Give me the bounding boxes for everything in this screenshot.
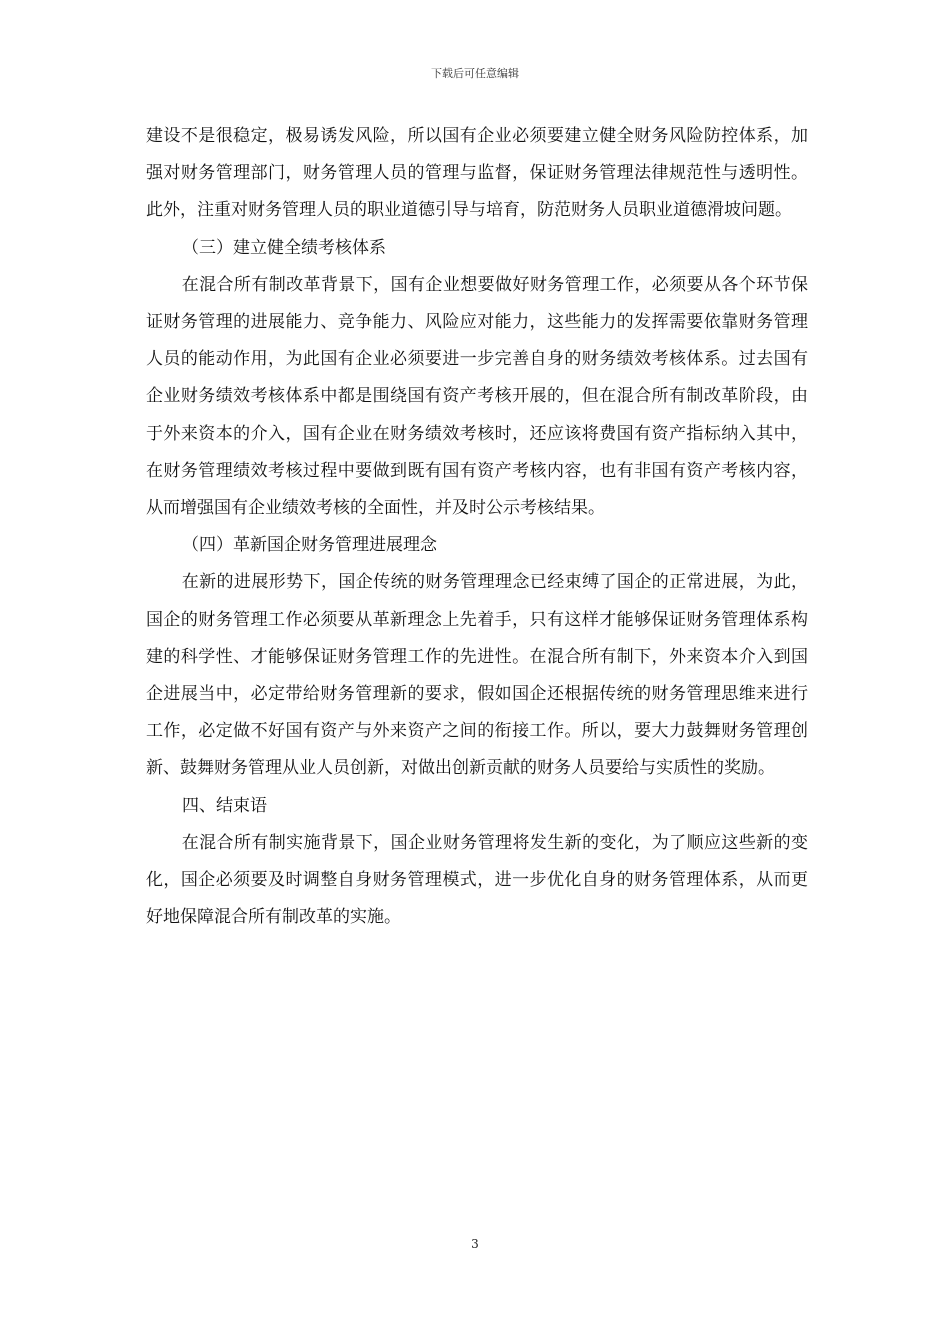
paragraph-conclusion: 在混合所有制实施背景下，国企业财务管理将发生新的变化，为了顺应这些新的变化，国企必须要及时调整自身财务管理模式，进一步优化自身的财务管理体系，从而更好地保障混合所有制改革的实施。	[146, 832, 808, 928]
document-body	[146, 118, 808, 936]
section-heading-philosophy: （四）革新国企财务管理进展理念	[182, 535, 437, 556]
paragraph-risk-control: 建设不是很稳定，极易诱发风险，所以国有企业必须要建立健全财务风险防控体系，加强对财务管理部门，财务管理人员的管理与监督，保证财务管理法律规范性与透明性。此外，注重对财务管理人员的职业道德引导与培育，防范财务人员职业道德滑坡问题。	[146, 126, 808, 221]
page-header: 下载后可任意编辑	[431, 67, 519, 80]
section-heading-conclusion: 四、结束语	[182, 795, 267, 816]
page-number: 3	[471, 1237, 479, 1251]
paragraph-philosophy: 在新的进展形势下，国企传统的财务管理理念已经束缚了国企的正常进展，为此，国企的财务管理工作必须要从革新理念上先着手，只有这样才能够保证财务管理体系构建的科学性、才能够保证财务管理工作的先进性。在混合所有制下，外来资本介入到国企进展当中，必定带给财务管理新的要求，假如国企还根据传统的财务管理思维来进行工作，必定做不好国有资产与外来资产之间的衔接工作。所以，要大力鼓舞财务管理创新、鼓舞财务管理从业人员创新，对做出创新贡献的财务人员要给与实质性的奖励。	[146, 572, 808, 779]
section-heading-performance: （三）建立健全绩考核体系	[182, 237, 386, 258]
paragraph-performance: 在混合所有制改革背景下，国有企业想要做好财务管理工作，必须要从各个环节保证财务管理的进展能力、竞争能力、风险应对能力，这些能力的发挥需要依靠财务管理人员的能动作用，为此国有企业必须要进一步完善自身的财务绩效考核体系。过去国有企业财务绩效考核体系中都是围绕国有资产考核开展的，但在混合所有制改革阶段，由于外来资本的介入，国有企业在财务绩效考核时，还应该将费国有资产指标纳入其中，在财务管理绩效考核过程中要做到既有国有资产考核内容，也有非国有资产考核内容，从而增强国有企业绩效考核的全面性，并及时公示考核结果。	[146, 274, 808, 519]
